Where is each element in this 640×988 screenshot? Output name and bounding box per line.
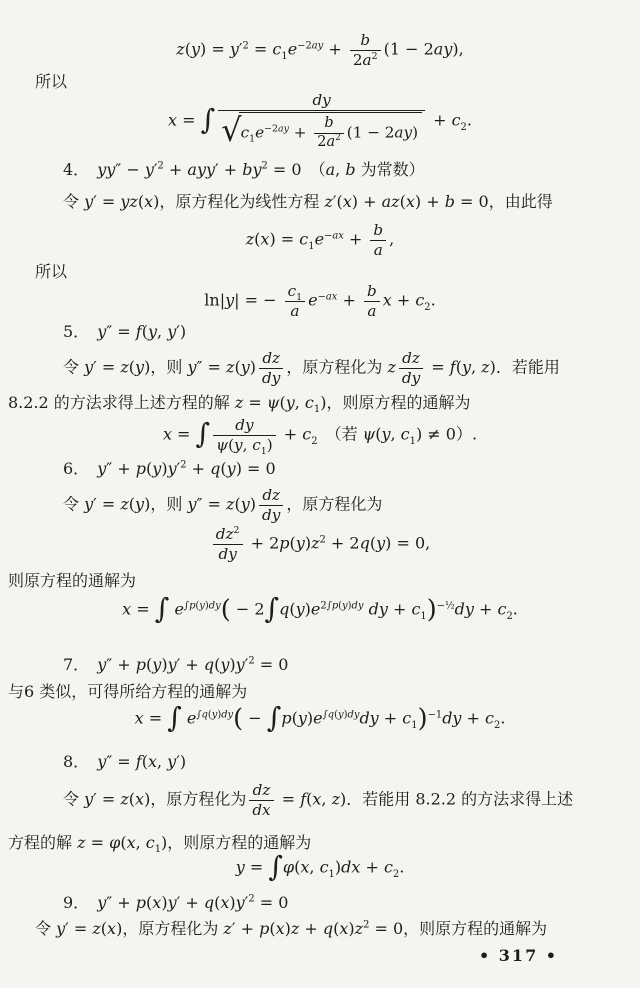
formula-z-of-y: $z(y) = y'^2 = c_1e^{-2ay}$ + $\frac{b}{2a^2}$ (1 − 2ay), [176,31,464,69]
item-6-general-solution-label: 则原方程的通解为 [8,571,137,590]
item-4-substitution: 令 y′ = yz(x)，原方程化为线性方程 z′(x) + az(x) + b = 0，由此得 [63,192,553,211]
formula-x-integral-psi: x = ∫ $\frac{dy}{\psi(y, c_1)}$ + $c_2$ （若 ψ(y, $c_1) \ne 0$）. [162,416,478,457]
formula-z-of-x: $z(x) = c_1e^{-ax}$ + $\frac{b}{a}$ , [245,221,395,259]
page-number: • 317 • [479,946,558,965]
item-5-substitution: 令 y′ = z(y)，则 y″ = z(y) $\frac{dz}{dy}$ ，原方程化为 z $\frac{dz}{dy}$ = f(y, z)．若能用 [63,349,560,387]
label-therefore-2: 所以 [35,262,68,281]
formula-general-solution-6: x = ∫ $e^{\int p(y)dy}( - 2\int q(y)e^{2\int p(y)dy}$ dy + $c_1)^{-\frac{1}{2}}dy + c_2$. [122,592,518,625]
item-9-equation: 9． $y'' + p(x)y' + q(x)y'^2 = 0$ [63,893,289,912]
item-6-equation: 6． $y'' + p(y)y'^2 + q(y) = 0$ [63,459,276,478]
formula-general-solution-7: x = ∫ $e^{\int q(y)dy}( - \int p(y)e^{\int q(y)dy}dy + c_1)^{-1}dy + c_2$. [134,701,506,734]
formula-ln-y: ln|y| = − $\frac{c_1}{a}$ $e^{-ax}$ + $\frac{b}{a}$ $x + c_2$. [204,282,436,320]
formula-dz2-dy: $\frac{dz^2}{dy}$ + $2p(y)z^2 + 2q(y) = 0$, [0,526,640,562]
item-7-equation: 7． $y'' + p(y)y' + q(y)y'^2 = 0$ [63,655,289,674]
item-8-solution-line: 方程的解 z = φ(x, $c_1$)，则原方程的通解为 [8,833,312,856]
item-5-equation: 5． y″ = f(y, y′) [63,322,187,341]
label-therefore-1: 所以 [35,72,68,91]
item-4-equation: 4． $yy'' - y'^2 + ayy' + by^2 = 0$ （a, b 为常数） [63,160,425,179]
formula-x-integral-sqrt: x = ∫ dy $√c_1e^{-2ay}$ + $\frac{b}{2a^2}$ (1 − 2ay) + $c_2$. [168,91,472,150]
item-7-similar-line: 与6 类似，可得所给方程的通解为 [8,682,248,701]
item-8-equation: 8． y″ = f(x, y′) [63,752,187,771]
item-6-substitution: 令 y′ = z(y)，则 y″ = z(y) $\frac{dz}{dy}$ ，原方程化为 [63,486,383,524]
item-8-substitution: 令 y′ = z(x)，原方程化为 $\frac{dz}{dx}$ = f(x, z)．若能用 8.2.2 的方法求得上述 [63,781,574,819]
formula-y-integral-phi: y = ∫φ(x, $c_1)dx + c_2$. [235,850,405,883]
item-9-substitution: 令 y′ = z(x)，原方程化为 $z' + p(x)z + q(x)z^2 = 0$，则原方程的通解为 [35,919,548,938]
item-5-method-line: 8.2.2 的方法求得上述方程的解 z = ψ(y, $c_1$)，则原方程的通解为 [8,393,471,416]
